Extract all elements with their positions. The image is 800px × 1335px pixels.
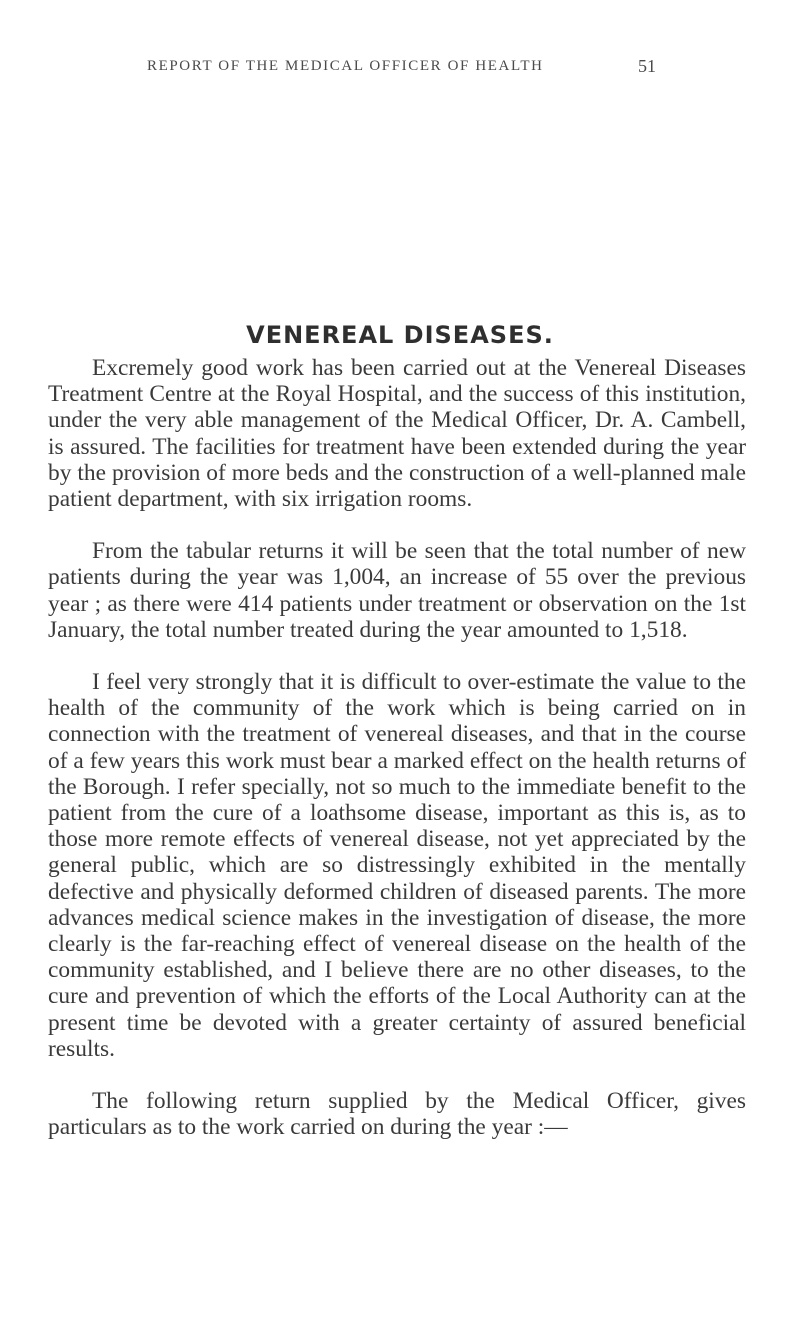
paragraph-return-intro: The following return supplied by the Medical Officer, gives particulars as to the work carried on during the year :—: [48, 1088, 746, 1141]
page-number: 51: [638, 56, 656, 76]
section-title: VENEREAL DISEASES.: [246, 321, 554, 349]
paragraph-community-health: I feel very strongly that it is difficult to over-estimate the value to the health of the community of the work which is being carried on in connection with the treatment of venereal diseases, and that in the course of a few years this work must bear a marked effect on the health returns of the Borough. I refer specially, not so much to the immediate benefit to the patient from the cure of a loathsome disease, important as this is, as to those more remote effects of venereal disease, not yet appreciated by the general public, which are so distressingly exhibited in the mentally defective and physically deformed children of diseased parents. The more advances medical science makes in the investigation of disease, the more clearly is the far-reaching effect of venereal disease on the health of the community established, and I believe there are no other diseases, to the cure and prevention of which the efforts of the Local Authority can at the present time be devoted with a greater certainty of assured beneficial results.: [48, 669, 746, 1062]
body-text: [48, 355, 746, 1140]
running-header: REPORT OF THE MEDICAL OFFICER OF HEALTH: [147, 58, 544, 74]
paragraph-patient-statistics: From the tabular returns it will be seen that the total number of new patients during the year was 1,004, an increase of 55 over the previous year ; as there were 414 patients under treatment or observation on the 1st January, the total number treated during the year amounted to 1,518.: [48, 538, 746, 643]
paragraph-treatment-centre: Excremely good work has been carried out at the Venereal Diseases Treatment Centre at the Royal Hospital, and the success of this institution, under the very able management of the Medical Officer, Dr. A. Cambell, is assured. The facilities for treatment have been extended during the year by the provision of more beds and the construction of a well-planned male patient department, with six irrigation rooms.: [48, 355, 746, 513]
